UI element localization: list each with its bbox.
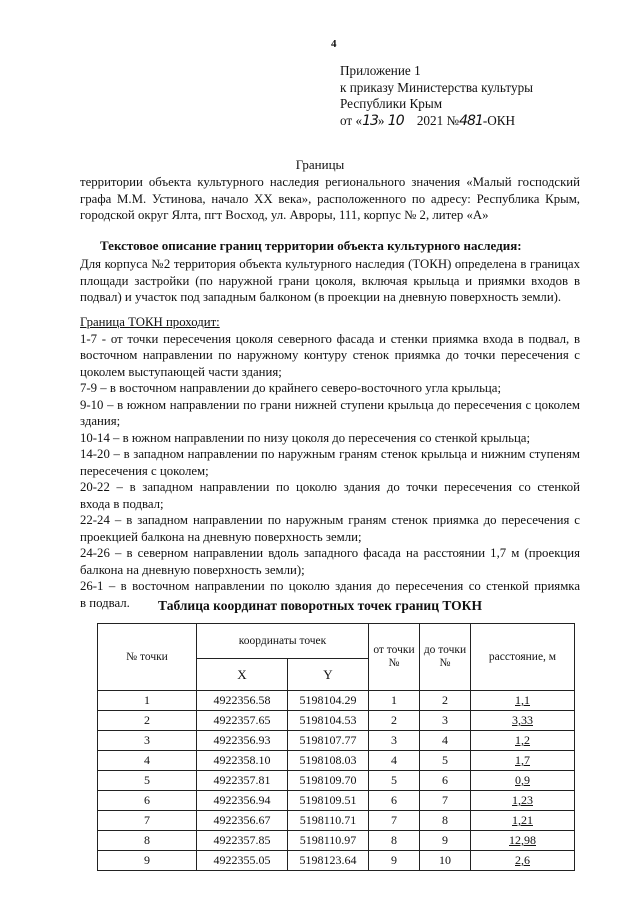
cell-point: 7 xyxy=(98,811,197,831)
cell-x: 4922355.05 xyxy=(197,851,288,871)
cell-distance: 1,2 xyxy=(471,731,575,751)
route-line: 1-7 - от точки пересечения цоколя северного фасада и стенки приямка входа в подвал, в xyxy=(80,331,580,346)
route-line: пересечения с цоколем; xyxy=(80,463,209,478)
header-coords: координаты точек xyxy=(197,624,369,659)
header-x: X xyxy=(197,659,288,691)
header-distance: расстояние, м xyxy=(471,624,575,691)
document-title: Границы xyxy=(295,157,345,172)
handwritten-month: 10 xyxy=(387,112,404,129)
cell-x: 4922356.93 xyxy=(197,731,288,751)
table-row xyxy=(98,811,575,831)
cell-x: 4922357.85 xyxy=(197,831,288,851)
object-description xyxy=(80,174,580,224)
cell-from: 7 xyxy=(369,811,420,831)
table-row xyxy=(98,731,575,751)
cell-distance: 1,7 xyxy=(471,751,575,771)
cell-to: 6 xyxy=(420,771,471,791)
cell-point: 1 xyxy=(98,691,197,711)
cell-distance: 2,6 xyxy=(471,851,575,871)
cell-point: 9 xyxy=(98,851,197,871)
text-line: Для корпуса №2 территория объекта культурного наследия (ТОКН) определена в границах xyxy=(80,257,580,271)
header-point: № точки xyxy=(98,624,197,691)
cell-from: 1 xyxy=(369,691,420,711)
header-y: Y xyxy=(288,659,369,691)
route-line: 9-10 – в южном направлении по грани нижней ступени крыльца до пересечения с цоколем xyxy=(80,397,580,412)
cell-distance: 12,98 xyxy=(471,831,575,851)
handwritten-day: 13 xyxy=(362,112,378,129)
cell-distance: 1,21 xyxy=(471,811,575,831)
route-line: 26-1 – в восточном направлении по цоколю здания до пересечения со стенкой приямка xyxy=(80,579,580,593)
coordinates-table xyxy=(97,623,575,871)
table-row xyxy=(98,831,575,851)
table-title: Таблица координат поворотных точек границ ТОКН xyxy=(158,598,482,613)
cell-x: 4922357.81 xyxy=(197,771,288,791)
route-line: цоколем выступающей части здания; xyxy=(80,364,282,379)
table-row xyxy=(98,711,575,731)
cell-x: 4922357.65 xyxy=(197,711,288,731)
cell-to: 9 xyxy=(420,831,471,851)
cell-to: 10 xyxy=(420,851,471,871)
text-line: территории объекта культурного наследия регионального значения «Малый господский xyxy=(80,175,580,189)
date-prefix: от « xyxy=(340,112,363,128)
section-heading: Текстовое описание границ территории объекта культурного наследия: xyxy=(100,238,522,253)
cell-y: 5198108.03 xyxy=(288,751,369,771)
cell-from: 2 xyxy=(369,711,420,731)
cell-from: 9 xyxy=(369,851,420,871)
cell-y: 5198110.71 xyxy=(288,811,369,831)
table-row xyxy=(98,791,575,811)
route-line: 22-24 – в западном направлении по наружным граням стенок приямка до пересечения с xyxy=(80,513,580,527)
route-line: 10-14 – в южном направлении по низу цоколя до пересечения со стенкой крыльца; xyxy=(80,430,531,445)
table-row xyxy=(98,751,575,771)
cell-from: 3 xyxy=(369,731,420,751)
route-line: 7-9 – в восточном направлении до крайнего северо-восточного угла крыльца; xyxy=(80,381,502,395)
cell-to: 7 xyxy=(420,791,471,811)
description-paragraph xyxy=(80,256,580,306)
appendix-line: Республики Крым xyxy=(340,96,443,111)
cell-point: 8 xyxy=(98,831,197,851)
cell-x: 4922356.94 xyxy=(197,791,288,811)
cell-from: 6 xyxy=(369,791,420,811)
cell-to: 2 xyxy=(420,691,471,711)
cell-to: 8 xyxy=(420,811,471,831)
route-line: проекцией балкона на дневную поверхность земли; xyxy=(80,529,362,544)
cell-to: 5 xyxy=(420,751,471,771)
cell-from: 5 xyxy=(369,771,420,791)
header-to: до точки № xyxy=(420,624,471,691)
text-line: графа М.М. Устинова, начало XX века», расположенного по адресу: Республика Крым, xyxy=(80,191,580,206)
table-row xyxy=(98,691,575,711)
cell-distance: 1,23 xyxy=(471,791,575,811)
route-line: в подвал. xyxy=(80,595,130,610)
route-line: здания; xyxy=(80,414,121,428)
text-line: площади застройки (по наружной грани цоколя, включая крыльца и приямки входов в xyxy=(80,273,580,288)
cell-to: 4 xyxy=(420,731,471,751)
appendix-line: к приказу Министерства культуры xyxy=(340,79,534,95)
cell-point: 6 xyxy=(98,791,197,811)
cell-point: 2 xyxy=(98,711,197,731)
cell-point: 3 xyxy=(98,731,197,751)
handwritten-order-number: 481 xyxy=(459,112,483,129)
cell-x: 4922356.67 xyxy=(197,811,288,831)
cell-distance: 0,9 xyxy=(471,771,575,791)
route-line: 24-26 – в северном направлении вдоль западного фасада на расстоянии 1,7 м (проекция xyxy=(80,546,580,560)
cell-y: 5198109.51 xyxy=(288,791,369,811)
route-heading: Граница ТОКН проходит: xyxy=(80,315,220,329)
cell-distance: 1,1 xyxy=(471,691,575,711)
order-date-number xyxy=(340,113,533,130)
page-number: 4 xyxy=(331,38,337,50)
route-line: балкона на дневную поверхность земли); xyxy=(80,562,305,577)
appendix-header xyxy=(340,63,533,129)
table-row xyxy=(98,771,575,791)
cell-y: 5198110.97 xyxy=(288,831,369,851)
cell-from: 4 xyxy=(369,751,420,771)
cell-point: 4 xyxy=(98,751,197,771)
route-line: 14-20 – в западном направлении по наружным граням стенок крыльца и нижним ступеням xyxy=(80,447,580,461)
route-line: входа в подвал; xyxy=(80,496,164,511)
route-lines xyxy=(80,331,580,612)
cell-to: 3 xyxy=(420,711,471,731)
route-line: 20-22 – в западном направлении по цоколю здания до точки пересечения со стенкой xyxy=(80,480,580,494)
cell-y: 5198104.53 xyxy=(288,711,369,731)
year: 2021 № xyxy=(416,112,460,128)
cell-from: 8 xyxy=(369,831,420,851)
header-from: от точки № xyxy=(369,624,420,691)
cell-x: 4922358.10 xyxy=(197,751,288,771)
appendix-line: Приложение 1 xyxy=(340,63,421,78)
boundary-route xyxy=(80,314,580,611)
cell-y: 5198123.64 xyxy=(288,851,369,871)
cell-point: 5 xyxy=(98,771,197,791)
cell-y: 5198109.70 xyxy=(288,771,369,791)
cell-x: 4922356.58 xyxy=(197,691,288,711)
route-line: восточном направлении по наружному контуру стенок приямка до точки пересечения с xyxy=(80,348,580,362)
cell-distance: 3,33 xyxy=(471,711,575,731)
date-mid: » xyxy=(377,112,385,128)
text-line: городской округ Ялта, пгт Восход, ул. Авроры, 111, корпус № 2, литер «А» xyxy=(80,208,489,222)
cell-y: 5198104.29 xyxy=(288,691,369,711)
text-line: подвал) и участок под западным балконом (в проекции на дневную поверхность земли). xyxy=(80,290,562,304)
table-row xyxy=(98,851,575,871)
cell-y: 5198107.77 xyxy=(288,731,369,751)
order-suffix: -ОКН xyxy=(482,112,516,128)
